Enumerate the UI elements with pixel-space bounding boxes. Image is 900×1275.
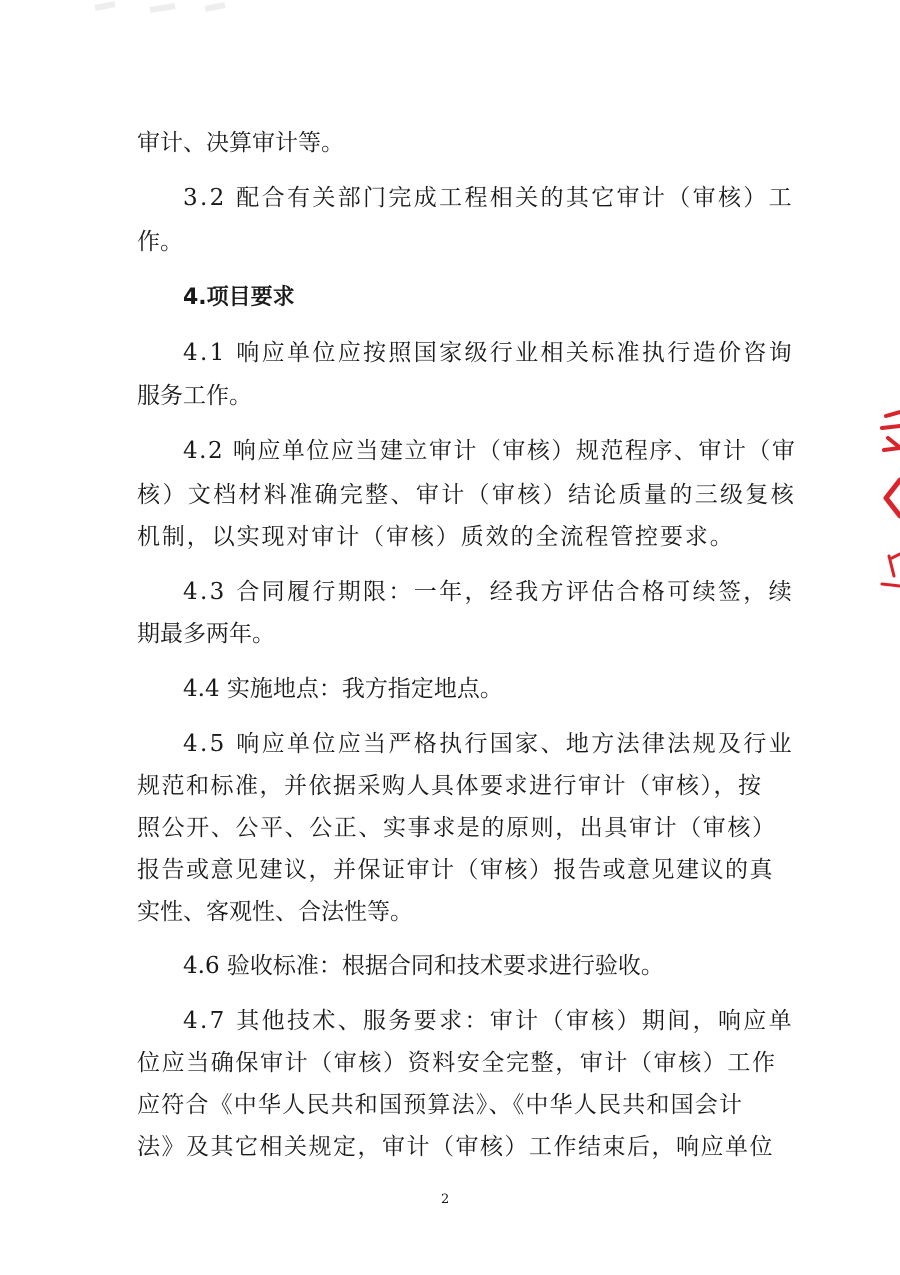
red-seal-edge [870, 408, 900, 598]
body-line-8: 核）文档材料准确完整、审计（审核）结论质量的三级复核 [137, 482, 797, 508]
body-line-22: 法》及其它相关规定，审计（审核）工作结束后，响应单位 [137, 1134, 774, 1160]
body-line-17: 实性、客观性、合法性等。 [137, 899, 413, 925]
body-line-15: 照公开、公平、公正、实事求是的原则，出具审计（审核） [137, 815, 777, 841]
body-line-13: 4.5 响应单位应当严格执行国家、地方法律法规及行业 [183, 731, 794, 757]
body-line-3: 作。 [137, 229, 183, 255]
body-line-20: 位应当确保审计（审核）资料安全完整，审计（审核）工作 [137, 1050, 777, 1076]
body-line-6: 服务工作。 [137, 383, 252, 409]
body-line-19: 4.7 其他技术、服务要求：审计（审核）期间，响应单 [183, 1008, 794, 1034]
body-line-1: 审计、决算审计等。 [137, 130, 344, 156]
body-line-14: 规范和标准，并依据采购人具体要求进行审计（审核），按 [137, 773, 763, 799]
body-line-7: 4.2 响应单位应当建立审计（审核）规范程序、审计（审 [183, 438, 797, 464]
section-heading: 4.项目要求 [183, 285, 295, 310]
body-line-11: 期最多两年。 [137, 621, 275, 647]
body-line-12: 4.4 实施地点：我方指定地点。 [183, 676, 503, 702]
body-line-18: 4.6 验收标准：根据合同和技术要求进行验收。 [183, 953, 664, 979]
body-line-2: 3.2 配合有关部门完成工程相关的其它审计（审核）工 [183, 185, 794, 211]
page-number: 2 [441, 1192, 450, 1207]
body-line-9: 机制，以实现对审计（审核）质效的全流程管控要求。 [137, 524, 735, 550]
body-line-16: 报告或意见建议，并保证审计（审核）报告或意见建议的真 [137, 857, 774, 883]
body-line-21: 应符合《中华人民共和国预算法》、《中华人民共和国会计 [137, 1092, 744, 1118]
body-line-10: 4.3 合同履行期限：一年，经我方评估合格可续签，续 [183, 579, 794, 605]
body-line-5: 4.1 响应单位应按照国家级行业相关标准执行造价咨询 [183, 340, 794, 366]
scan-artifact [0, 0, 300, 90]
